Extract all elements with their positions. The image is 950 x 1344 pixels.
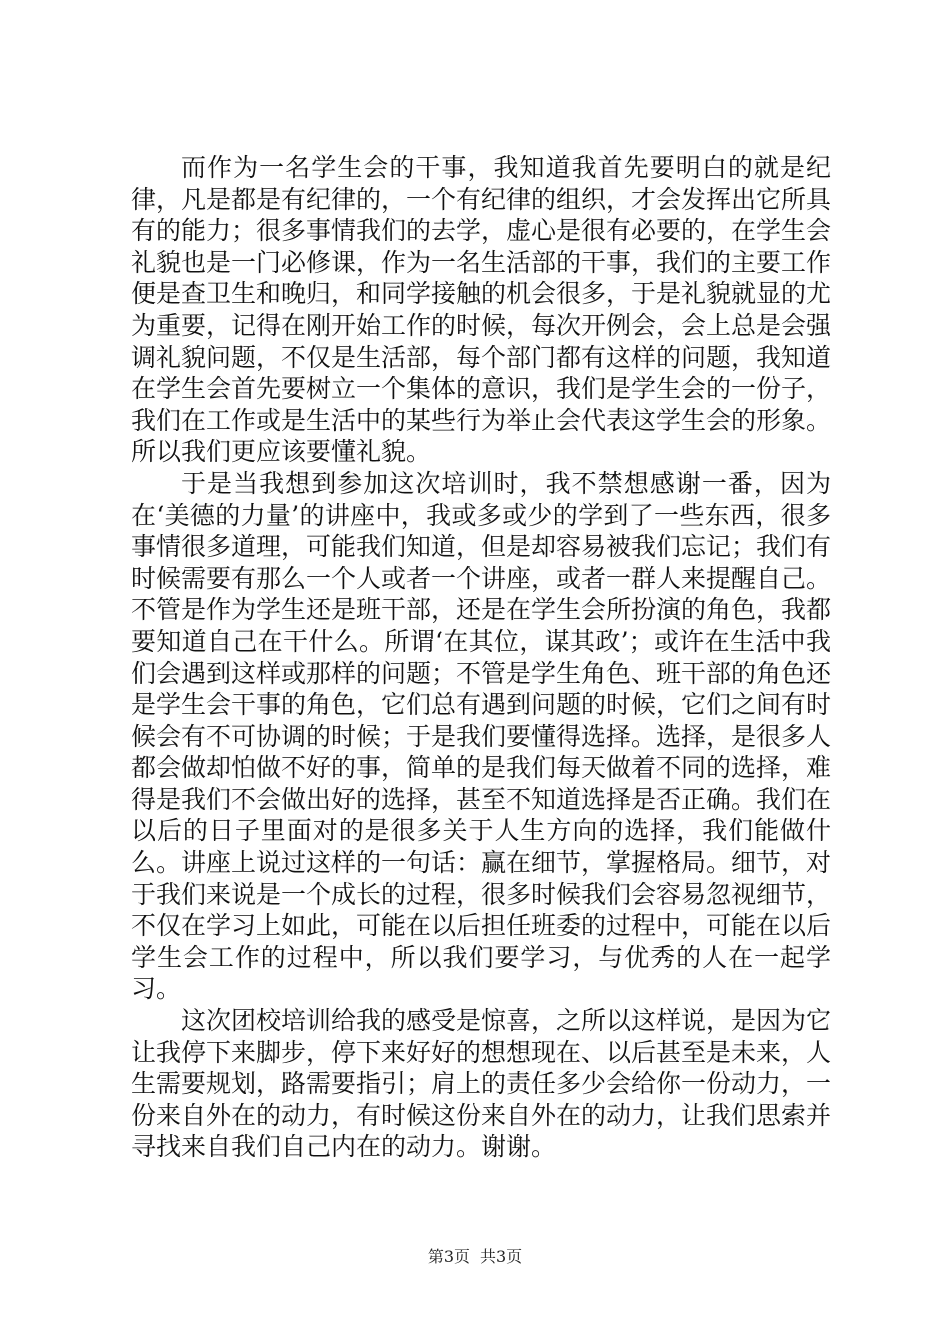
page-footer (0, 1244, 950, 1267)
paragraph-2: 于是当我想到参加这次培训时，我不禁想感谢一番，因为在‘美德的力量’的讲座中，我或多或少的学到了一些东西，很多事情很多道理，可能我们知道，但是却容易被我们忘记；我们有时候需要有那么一个人或者一个讲座，或者一群人来提醒自己。不管是作为学生还是班干部，还是在学生会所扮演的角色，我都要知道自己在干什么。所谓‘在其位，谋其政’；或许在生活中我们会遇到这样或那样的问题；不管是学生角色、班干部的角色还是学生会干事的角色，它们总有遇到问题的时候，它们之间有时候会有不可协调的时候；于是我们要懂得选择。选择，是很多人都会做却怕做不好的事，简单的是我们每天做着不同的选择，难得是我们不会做出好的选择，甚至不知道选择是否正确。我们在以后的日子里面对的是很多关于人生方向的选择，我们能做什么。讲座上说过这样的一句话：赢在细节，掌握格局。细节，对于我们来说是一个成长的过程，很多时候我们会容易忽视细节，不仅在学习上如此，可能在以后担任班委的过程中，可能在以后学生会工作的过程中，所以我们要学习，与优秀的人在一起学习。 (131, 468, 832, 1004)
document-body (131, 152, 831, 1163)
page-total: 共3页 (480, 1247, 523, 1266)
paragraph-1: 而作为一名学生会的干事，我知道我首先要明白的就是纪律，凡是都是有纪律的，一个有纪律的组织，才会发挥出它所具有的能力；很多事情我们的去学，虚心是很有必要的，在学生会礼貌也是一门必修课，作为一名生活部的干事，我们的主要工作便是查卫生和晚归，和同学接触的机会很多，于是礼貌就显的尤为重要，记得在刚开始工作的时候，每次开例会，会上总是会强调礼貌问题，不仅是生活部，每个部门都有这样的问题，我知道在学生会首先要树立一个集体的意识，我们是学生会的一份子，我们在工作或是生活中的某些行为举止会代表这学生会的形象。所以我们更应该要懂礼貌。 (131, 153, 832, 467)
page-number: 第3页 (427, 1247, 470, 1266)
paragraph-3: 这次团校培训给我的感受是惊喜，之所以这样说，是因为它让我停下来脚步，停下来好好的想想现在、以后甚至是未来，人生需要规划，路需要指引；肩上的责任多少会给你一份动力，一份来自外在的动力，有时候这份来自外在的动力，让我们思索并寻找来自我们自己内在的动力。谢谢。 (131, 1006, 832, 1162)
